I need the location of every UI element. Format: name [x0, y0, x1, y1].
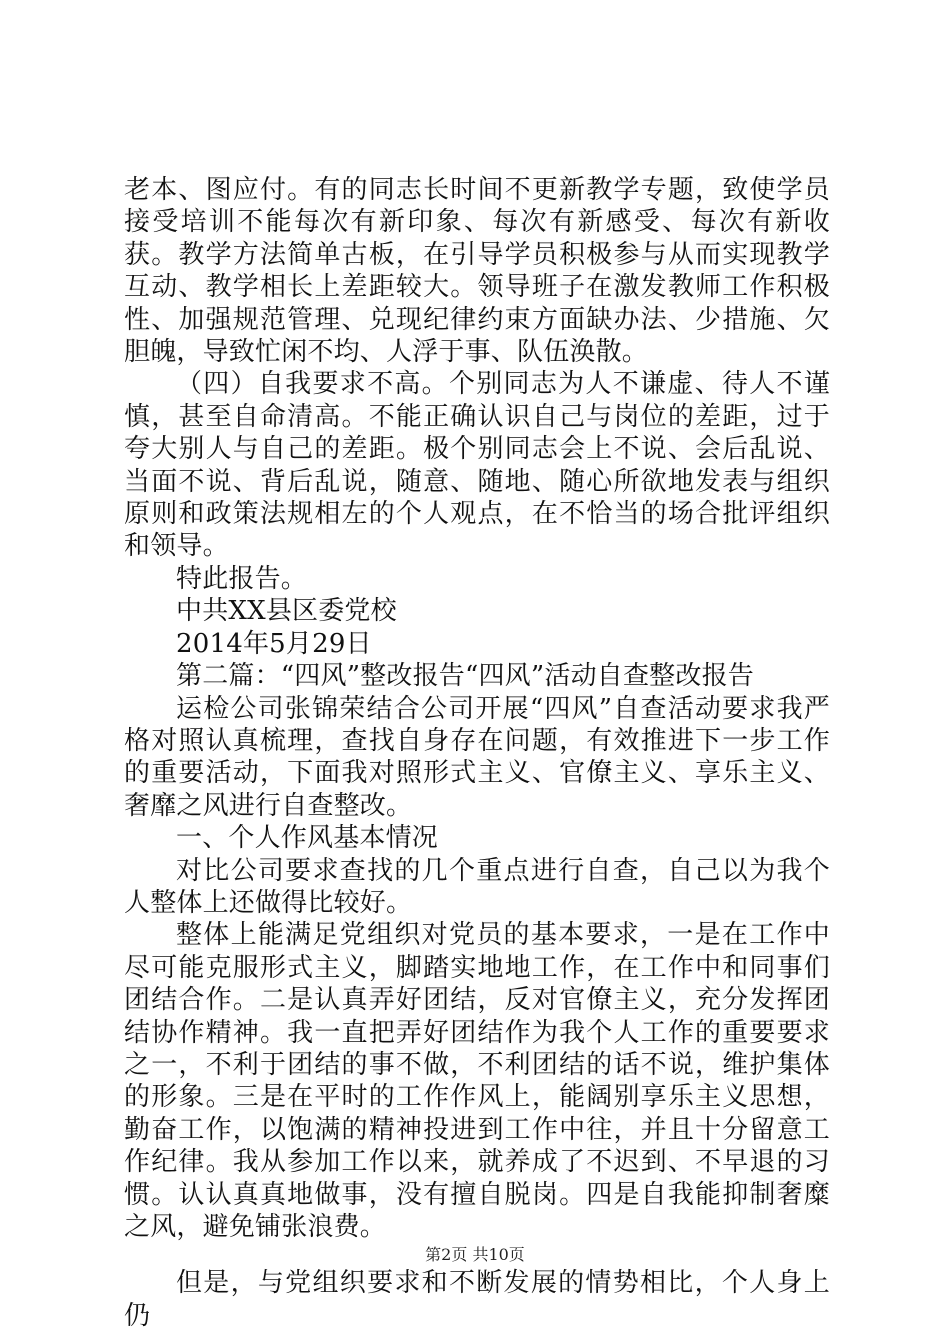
paragraph-teaching-issues: 老本、图应付。有的同志长时间不更新教学专题，致使学员接受培训不能每次有新印象、每次有新感受、每次有新收获。教学方法简单古板，在引导学员积极参与从而实现教学互动、教学相长上差距较大。领导班子在激发教师工作积极性、加强规范管理、兑现纪律约束方面缺办法、少措施、欠胆魄，导致忙闲不均、人浮于事、队伍涣散。	[124, 175, 830, 368]
paragraph-however: 但是，与党组织要求和不断发展的情势相比，个人身上仍	[124, 1268, 830, 1331]
paragraph-self-check: 对比公司要求查找的几个重点进行自查，自己以为我个人整体上还做得比较好。	[124, 855, 830, 918]
document-body	[124, 174, 830, 1332]
paragraph-introduction: 运检公司张锦荣结合公司开展“四风”自查活动要求我严格对照认真梳理，查找自身存在问题，有效推进下一步工作的重要活动，下面我对照形式主义、官僚主义、享乐主义、奢靡之风进行自查整改。	[124, 693, 830, 821]
signature-organization: 中共XX县区委党校	[176, 596, 397, 627]
section-heading-part-two: 第二篇：“四风”整改报告“四风”活动自查整改报告	[176, 661, 754, 692]
page-number-footer: 第2页 共10页	[425, 1245, 525, 1264]
signature-date: 2014年5月29日	[176, 628, 372, 659]
subsection-heading: 一、个人作风基本情况	[176, 823, 439, 854]
closing-statement: 特此报告。	[176, 563, 308, 594]
paragraph-self-requirements: （四）自我要求不高。个别同志为人不谦虚、待人不谨慎，甚至自命清高。不能正确认识自己与岗位的差距，过于夸大别人与自己的差距。极个别同志会上不说、会后乱说、当面不说、背后乱说，随意、随地、随心所欲地发表与组织原则和政策法规相左的个人观点，在不恰当的场合批评组织和领导。	[124, 369, 830, 562]
paragraph-overall-performance: 整体上能满足党组织对党员的基本要求，一是在工作中尽可能克服形式主义，脚踏实地地工作，在工作中和同事们团结合作。二是认真弄好团结，反对官僚主义，充分发挥团结协作精神。我一直把弄好团结作为我个人工作的重要要求之一，不利于团结的事不做，不利团结的话不说，维护集体的形象。三是在平时的工作作风上，能阔别享乐主义思想，勤奋工作，以饱满的精神投进到工作中往，并且十分留意工作纪律。我从参加工作以来，就养成了不迟到、不早退的习惯。认认真真地做事，没有擅自脱岗。四是自我能抑制奢糜之风，避免铺张浪费。	[124, 920, 830, 1242]
